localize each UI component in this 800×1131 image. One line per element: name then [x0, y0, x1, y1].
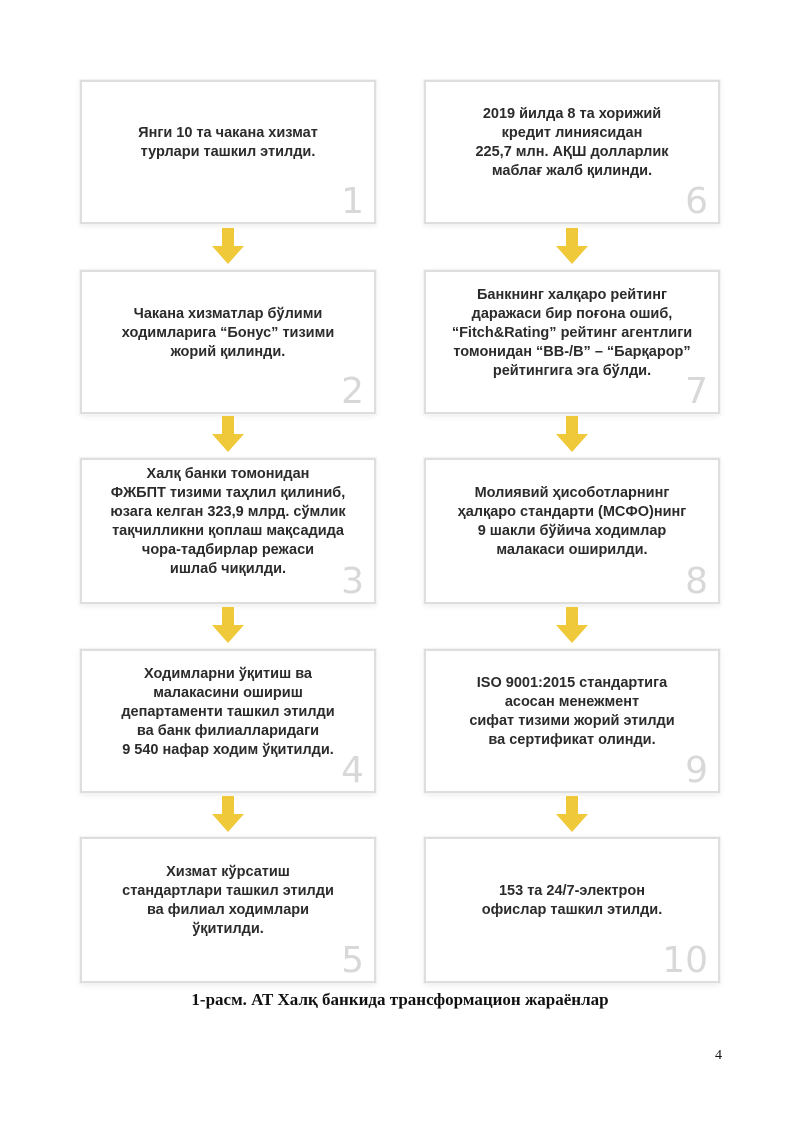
- step-text: Ходимларни ўқитиш ва малакасини ошириш департаменти ташкил этилди ва банк филиалларидаги 9 540 нафар ходим ўқитилди.: [121, 665, 335, 758]
- step-number: 5: [341, 940, 364, 981]
- step-text: 153 та 24/7-электрон офислар ташкил этилди.: [481, 883, 663, 918]
- step-text: Молиявий ҳисоботларнинг ҳалқаро стандарти (МСФО)нинг 9 шакли бўйича ходимлар малакаси оширилди.: [457, 485, 687, 558]
- step-text: Чакана хизматлар бўлими ходимларига “Бонус” тизими жорий қилинди.: [121, 305, 335, 360]
- step-box-10: [424, 837, 720, 983]
- down-arrow-icon: [554, 607, 590, 645]
- down-arrow-icon: [210, 607, 246, 645]
- step-number: 3: [341, 561, 364, 602]
- down-arrow-icon: [210, 796, 246, 834]
- step-number: 8: [685, 561, 708, 602]
- step-text: Банкнинг халқаро рейтинг даражаси бир поғона ошиб, “Fitch&Rating” рейтинг агентлиги томонидан “BB-/B” – “Барқарор” рейтингига эга бўлди.: [451, 286, 693, 379]
- down-arrow-icon: [210, 416, 246, 454]
- down-arrow-icon: [554, 416, 590, 454]
- step-number: 7: [685, 371, 708, 412]
- step-box-1: [80, 80, 376, 224]
- step-text: ISO 9001:2015 стандартига асосан менежмент сифат тизими жорий этилди ва сертификат олинди.: [469, 675, 675, 748]
- page-number: 4: [715, 1048, 722, 1063]
- step-text: Янги 10 та чакана хизмат турлари ташкил этилди.: [138, 125, 318, 160]
- step-text: Халқ банки томонидан ФЖБПТ тизими таҳлил қилиниб, юзага келган 323,9 млрд. сўмлик тақчилликни қоплаш мақсадида чора-тадбирлар режаси ишлаб чиқилди.: [110, 466, 346, 577]
- step-box-4: [80, 649, 376, 793]
- step-box-3: [80, 458, 376, 604]
- step-number: 9: [685, 750, 708, 791]
- down-arrow-icon: [210, 228, 246, 266]
- step-box-8: [424, 458, 720, 604]
- step-number: 1: [341, 181, 364, 222]
- step-box-5: [80, 837, 376, 983]
- step-box-6: [424, 80, 720, 224]
- step-box-2: [80, 270, 376, 414]
- down-arrow-icon: [554, 228, 590, 266]
- down-arrow-icon: [554, 796, 590, 834]
- figure-caption: 1-расм. АТ Халқ банкида трансформацион жараёнлар: [191, 990, 609, 1009]
- step-number: 10: [662, 940, 708, 981]
- step-text: 2019 йилда 8 та хорижий кредит линиясидан 225,7 млн. АҚШ долларлик маблағ жалб қилинди.: [475, 106, 669, 179]
- step-box-7: [424, 270, 720, 414]
- step-text: Хизмат кўрсатиш стандартлари ташкил этилди ва филиал ходимлари ўқитилди.: [122, 864, 334, 937]
- step-number: 4: [341, 750, 364, 791]
- step-number: 2: [341, 371, 364, 412]
- step-box-9: [424, 649, 720, 793]
- step-number: 6: [685, 181, 708, 222]
